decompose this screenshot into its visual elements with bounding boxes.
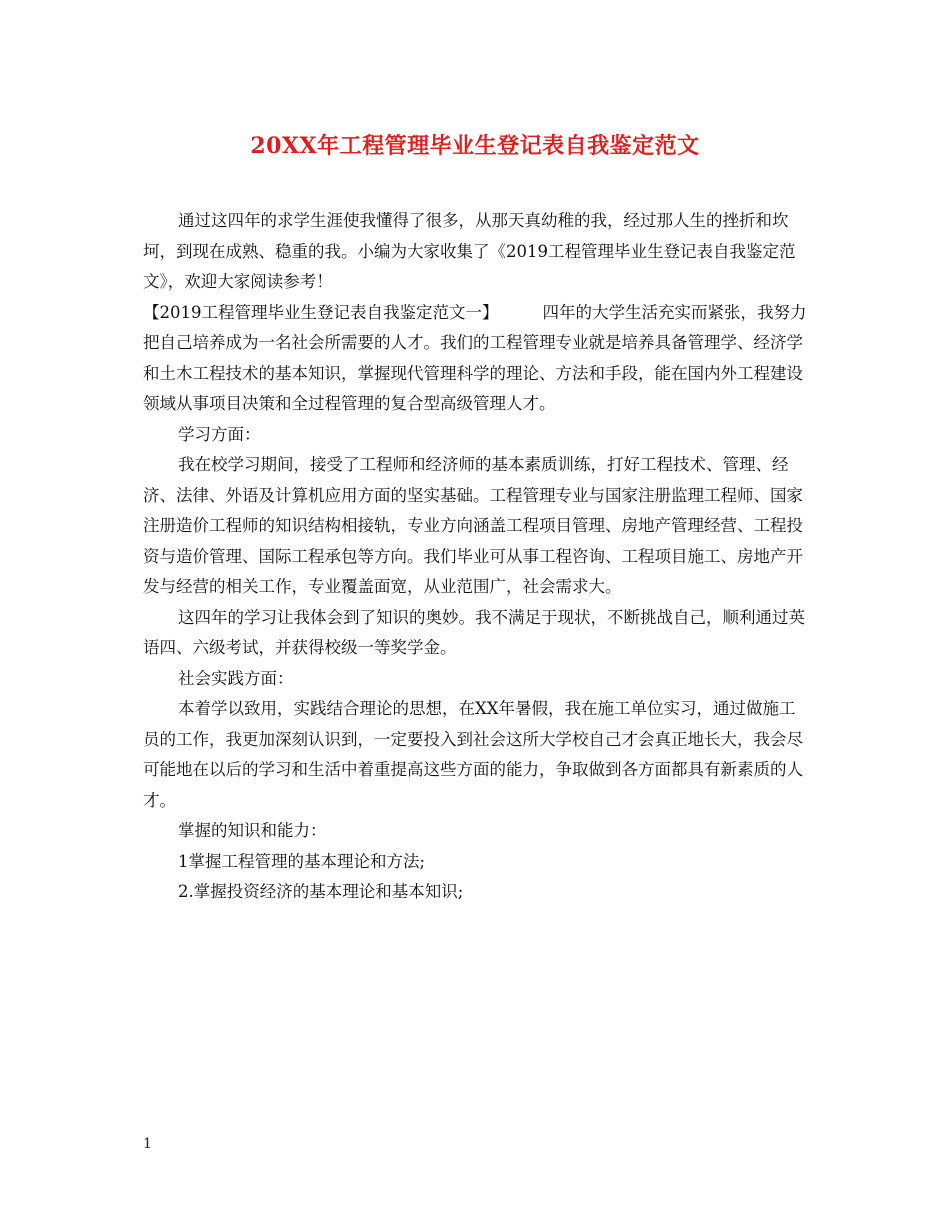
heading-knowledge: 掌握的知识和能力： [178,821,327,840]
list-item-1: 1掌握工程管理的基本理论和方法; [178,851,426,871]
page-number: 1 [143,1136,152,1152]
heading-study: 学习方面： [178,424,261,444]
paragraph-section-one [143,298,808,420]
list-item-2: 2.掌握投资经济的基本理论和基本知识; [178,882,464,901]
paragraph-intro: 通过这四年的求学生涯使我懂得了很多，从那天真幼稚的我，经过那人生的挫折和坎坷，到现在成熟、稳重的我。小编为大家收集了《2019工程管理毕业生登记表自我鉴定范文》，欢迎大家阅读参考！ [143,211,796,291]
paragraph-practice: 本着学以致用，实践结合理论的思想，在XX年暑假，我在施工单位实习，通过做施工员的工作，我更加深刻认识到，一定要投入到社会这所大学校自己才会真正地长大，我会尽可能地在以后的学习和生活中着重提高这些方面的能力，争取做到各方面都具有新素质的人才。 [143,699,803,810]
section-one-text: 四年的大学生活充实而紧张，我努力把自己培养成为一名社会所需要的人才。我们的工程管理专业就是培养具备管理学、经济学和土木工程技术的基本知识，掌握现代管理科学的理论、方法和手段，能在国内外工程建设领域从事项目决策和全过程管理的复合型高级管理人才。 [143,302,807,413]
paragraph-study: 我在校学习期间，接受了工程师和经济师的基本素质训练，打好工程技术、管理、经济、法律、外语及计算机应用方面的坚实基础。工程管理专业与国家注册监理工程师、国家注册造价工程师的知识结构相接轨，专业方向涵盖工程项目管理、房地产管理经营、工程投资与造价管理、国际工程承包等方向。我们毕业可从事工程咨询、工程项目施工、房地产开发与经营的相关工作，专业覆盖面宽，从业范围广，社会需求大。 [143,455,803,596]
heading-practice: 社会实践方面： [178,668,294,688]
document-title: 20XX年工程管理毕业生登记表自我鉴定范文 [250,133,700,159]
document-body [143,206,808,908]
paragraph-achievement: 这四年的学习让我体会到了知识的奥妙。我不满足于现状，不断挑战自己，顺利通过英语四、六级考试，并获得校级一等奖学金。 [143,607,805,657]
section-heading: 【2019工程管理毕业生登记表自我鉴定范文一】 [143,302,499,322]
